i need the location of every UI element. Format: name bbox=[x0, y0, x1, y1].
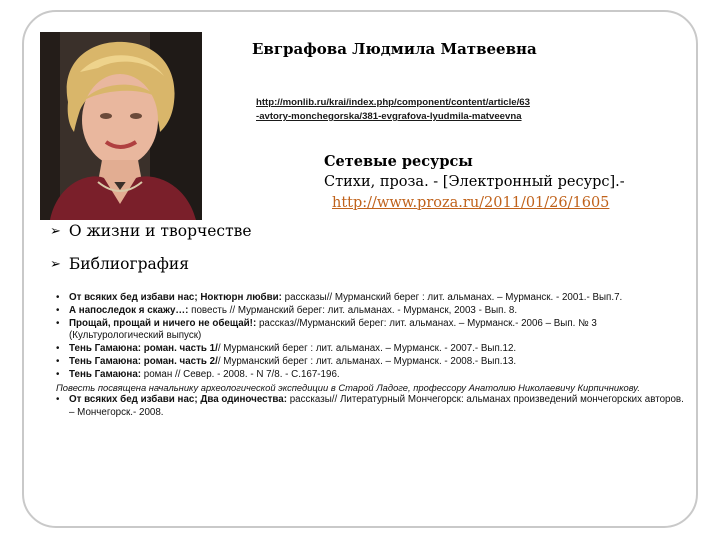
network-resources bbox=[324, 151, 704, 214]
bullet-dot-icon: • bbox=[56, 355, 60, 367]
arrow-bullet-icon: ➢ bbox=[50, 223, 61, 239]
monlib-link-line-2[interactable]: -avtory-monchegorska/381-evgrafova-lyudmila-matveevna bbox=[256, 111, 522, 122]
work-title: От всяких бед избави нас; Два одиночества: bbox=[69, 394, 287, 406]
monlib-link-line-1[interactable]: http://monlib.ru/krai/index.php/component/content/article/63 bbox=[256, 97, 530, 108]
work-title: А напоследок я скажу…: bbox=[69, 304, 189, 316]
section-bibliography bbox=[50, 255, 189, 273]
list-item bbox=[56, 318, 686, 344]
work-title: Тень Гамаюна: bbox=[69, 368, 142, 380]
dedication-note: Повесть посвящена начальнику археологической экспедиции в Старой Ладоге, профессору Анатолию Николаевичу Кирпичникову. bbox=[56, 381, 640, 393]
section-life bbox=[50, 222, 252, 240]
list-item bbox=[56, 394, 686, 420]
bullet-dot-icon: • bbox=[56, 343, 60, 355]
list-item bbox=[56, 369, 686, 382]
section-bibliography-label: Библиография bbox=[68, 255, 189, 273]
bullet-dot-icon: • bbox=[56, 394, 60, 406]
work-details: рассказы// Литературный Мончегорск: альманах произведений мончегорских авторов. – Мончегорск.- 2008. bbox=[69, 394, 684, 419]
list-item bbox=[56, 356, 686, 369]
work-details: роман // Север. - 2008. - N 7/8. - С.167-196. bbox=[141, 368, 340, 380]
list-item bbox=[56, 343, 686, 356]
bullet-dot-icon: • bbox=[56, 292, 60, 303]
author-name: Евграфова Людмила Матвеевна bbox=[252, 40, 537, 58]
section-life-label: О жизни и творчестве bbox=[68, 222, 252, 240]
network-resources-desc: Стихи, проза. - [Электронный ресурс].- bbox=[324, 174, 625, 190]
monlib-link[interactable] bbox=[256, 96, 676, 124]
bibliography-list bbox=[56, 292, 686, 420]
author-portrait bbox=[40, 32, 202, 220]
network-resources-heading: Сетевые ресурсы bbox=[324, 153, 473, 170]
bullet-dot-icon: • bbox=[56, 317, 60, 329]
work-title: Тень Гамаюна: роман. часть 1/ bbox=[69, 343, 218, 355]
list-item bbox=[56, 305, 686, 318]
work-title: От всяких бед избави нас; Ноктюрн любви: bbox=[69, 292, 282, 303]
work-details: / Мурманский берег : лит. альманах. – Мурманск. - 2008.- Вып.13. bbox=[217, 355, 517, 367]
portrait-image bbox=[40, 32, 202, 220]
work-details: рассказ//Мурманский берег: лит. альманах. – Мурманск.- 2006 – Вып. № 3 (Культурологический выпуск) bbox=[69, 317, 597, 342]
work-title: Прощай, прощай и ничего не обещай!: bbox=[69, 317, 257, 329]
work-details: / Мурманский берег : лит. альманах. – Мурманск. - 2007.- Вып.12. bbox=[217, 343, 517, 355]
bullet-dot-icon: • bbox=[56, 304, 60, 316]
work-details: рассказы// Мурманский берег : лит. альманах. – Мурманск. - 2001.- Вып.7. bbox=[281, 292, 623, 303]
arrow-bullet-icon: ➢ bbox=[50, 256, 61, 272]
list-item bbox=[56, 292, 686, 305]
work-details: повесть // Мурманский берег: лит. альманах. - Мурманск, 2003 - Вып. 8. bbox=[188, 304, 518, 316]
bullet-dot-icon: • bbox=[56, 368, 60, 380]
proza-link[interactable]: http://www.proza.ru/2011/01/26/1605 bbox=[332, 195, 610, 211]
work-title: Тень Гамаюна: роман. часть 2/ bbox=[69, 355, 218, 367]
